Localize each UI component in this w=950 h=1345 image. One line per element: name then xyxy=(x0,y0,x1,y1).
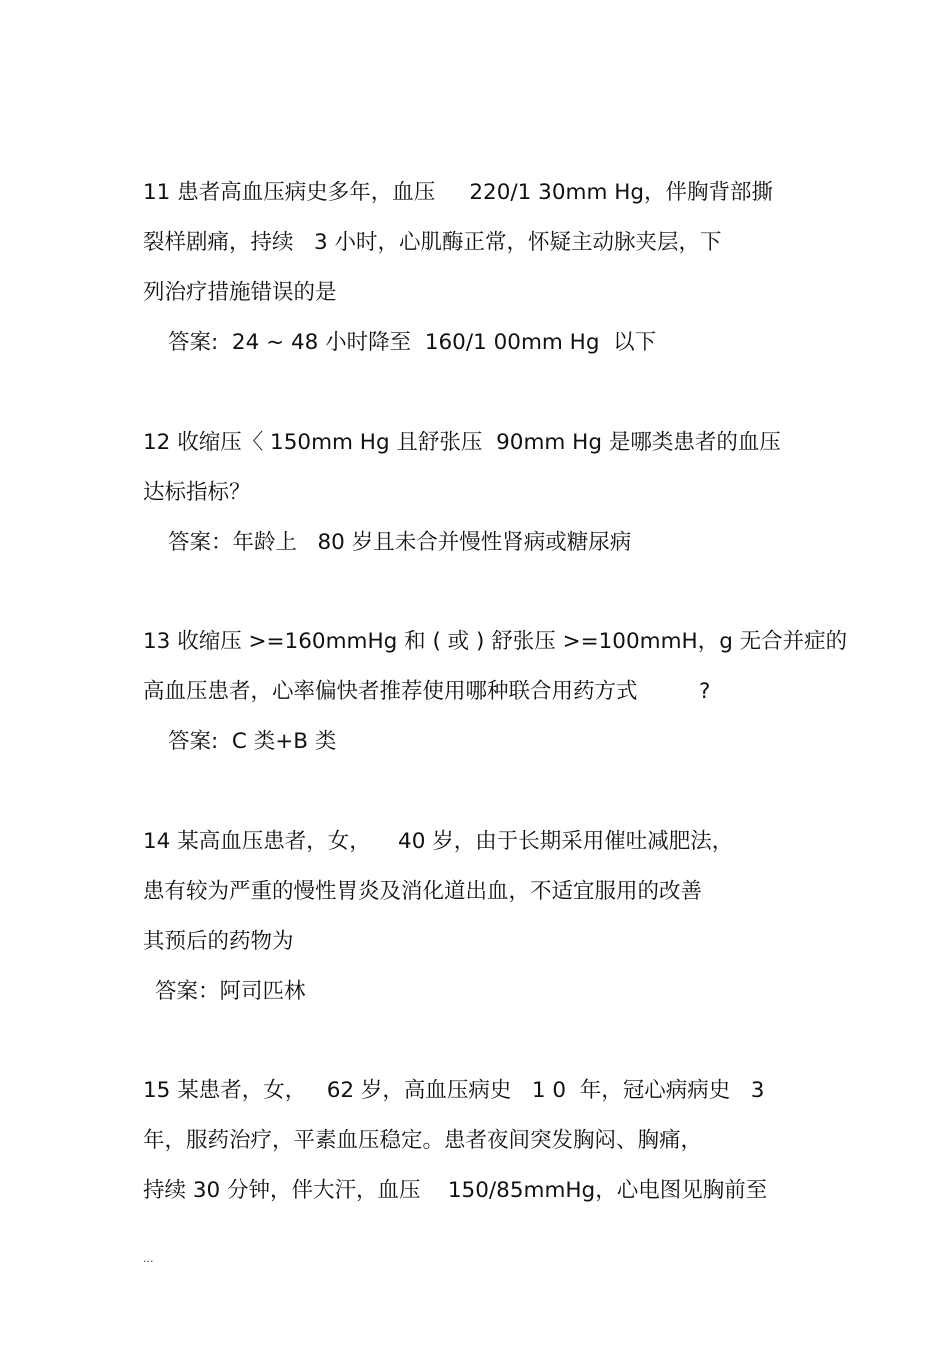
question-13-answer: 答案: C 类+B 类 xyxy=(168,729,337,754)
question-15-line-1: 15 某患者，女， 62 岁，高血压病史 1 0 年，冠心病病史 3 xyxy=(143,1078,765,1103)
question-11-line-2: 裂样剧痛，持续 3 小时，心肌酶正常，怀疑主动脉夹层，下 xyxy=(143,230,722,255)
question-15-line-3: 持续 30 分钟，伴大汗，血压 150/85mmHg，心电图见胸前至 xyxy=(143,1178,768,1203)
question-14-line-1: 14 某高血压患者，女， 40 岁，由于长期采用催吐减肥法， xyxy=(143,829,734,854)
continuation-ellipsis: ... xyxy=(143,1252,154,1265)
question-15-line-2: 年，服药治疗，平素血压稳定。患者夜间突发胸闷、胸痛， xyxy=(143,1128,703,1153)
question-11-line-3: 列治疗措施错误的是 xyxy=(143,280,337,305)
question-13-line-1: 13 收缩压 >=160mmHg 和 ( 或 ) 舒张压 >=100mmH，g 无合并症的 xyxy=(143,629,848,654)
question-12-line-2: 达标指标？ xyxy=(143,480,251,505)
question-12-answer: 答案：年龄上 80 岁且未合并慢性肾病或糖尿病 xyxy=(168,530,632,555)
question-13-line-2: 高血压患者，心率偏快者推荐使用哪种联合用药方式 ? xyxy=(143,679,711,704)
question-14-line-2: 患有较为严重的慢性胃炎及消化道出血，不适宜服用的改善 xyxy=(143,879,703,904)
question-14-line-3: 其预后的药物为 xyxy=(143,929,294,954)
question-11-answer: 答案: 24 ~ 48 小时降至 160/1 00mm Hg 以下 xyxy=(168,330,657,355)
question-11-line-1: 11 患者高血压病史多年，血压 220/1 30mm Hg，伴胸背部撕 xyxy=(143,180,774,205)
question-14-answer: 答案：阿司匹林 xyxy=(155,979,306,1004)
question-12-line-1: 12 收缩压〈 150mm Hg 且舒张压 90mm Hg 是哪类患者的血压 xyxy=(143,430,781,455)
